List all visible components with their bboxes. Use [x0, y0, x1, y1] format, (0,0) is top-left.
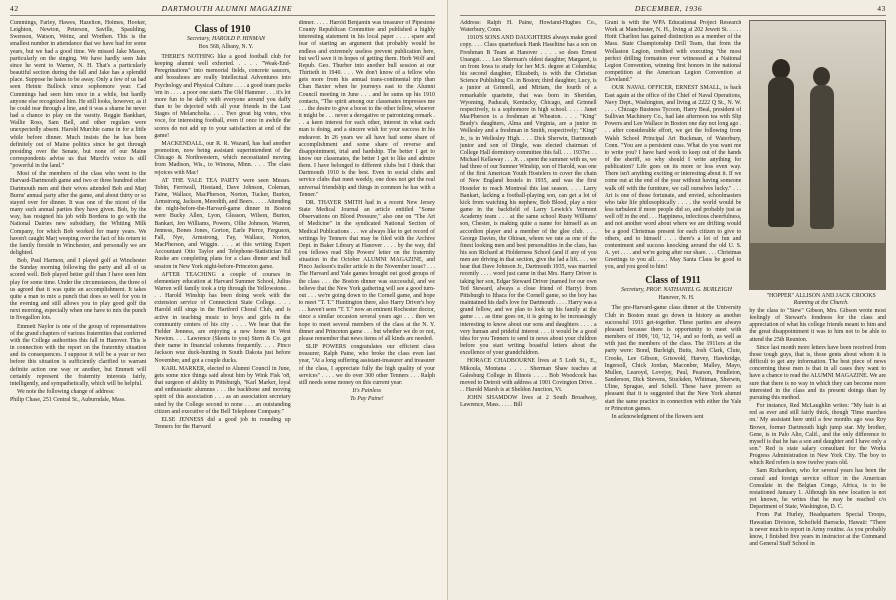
left-col-2	[154, 20, 290, 600]
journal-title-left: DARTMOUTH ALUMNI MAGAZINE	[161, 4, 293, 13]
paragraph: Sam Richardson, who for several years has been the consul and foreign service officer in the American Consulate in the Belgian Congo, Africa, is to be restationed January 1. Although his new location is not yet known, he writes that he may be reached c/o Department of State, Washington, D. C.	[749, 468, 887, 511]
paragraph: Cummings, Farley, Hawes, Hazelton, Holmes, Hooker, Leighton, Newton, Peterson, Saville, Spaulding, Swenson, Watson, Weinz, and Worthen. This is the smallest number in attendance that we have had for some years, but we had a good time. We missed Jake Mason, particularly on the singing. We have hardly seen Jake since he went to Warner, N. H. That's a particularly beautiful section during the fall and Jake has a splendid place. Suppose he hates to be away. Only a few of us had seen Heinie Bullock since sophomore year. Cad Cummings had seen him once in a while, but hardly anyone else recognized him. He still looks, however, as if he could tear through a line, and it was a shame he never had a chance to play on the varsity. Reggie Bankhart, Wallie Ross, Sam Bell, and other regulars were unexpectedly absent. Harold Murchie came in for a little while before dinner. Much insists the he has been definitely out of Maine politics since he got through presiding over the Senate, but none of our Maine correspondents advise us that Murch's voice is still "powerful in the land."	[10, 20, 147, 170]
secretary-address-1910: Box 568, Albany, N. Y.	[198, 44, 254, 50]
page-number-right: 43	[877, 4, 886, 13]
left-col-3	[299, 20, 435, 600]
paragraph: Most of the members of the class who went to the Harvard-Dartmouth game and two or three hundred other Dartmouth men and their wives attended Bob and Marj Burns' annual party after the game, and about thirty or so stayed over for dinner. It was one of the nicest of the many such annual parties they have given. Bob, by the way, has resigned his job with Bordens to go with the National Dairies new subsidiary, the Whiting Milk Company, for which Bob worked for many years. We haven't caught Marj weeping over the fact of his return to the family fireside in Winchester, and personally we are delighted.	[10, 171, 147, 256]
paragraph: Grant is with the WPA Educational Project Research Work at Manchester, N. H., living at 202 Jewett St. . . . . Hoitt Charlton has gained distinction as a member of the Mass. State Championship Drill Team, that from the Wollaston Legion, credited with executing "the most perfect drilling formation ever witnessed at a National Legion Convention, winning first honors in the national competition at the American Legion Convention at Cleveland."	[604, 20, 742, 84]
paragraph: AFTER TEACHING a couple of courses in elementary education at Harvard Summer School, Julius Warren will family took a trip through the Yellowstone. . . . Harold Winship has been doing work with the extension service of Connecticut State College. . . . Harold still sings in the Hartford Choral Club, and is active in teaching music to boys and girls in the community centers of his city . . . . We hear that the Fielder Jenness, are enjoying a new home in West Newton. . . . Lawrence (Skeets to you) Stern & Co. got their name in financial columns frequently. . . . Pinco Jackson wuz duck-hunting in South Dakota just before November, and got a couple ducks.	[154, 271, 291, 364]
secretary-address-1911: Hanover, N. H.	[658, 295, 695, 302]
paragraph: Since last month more letters have been received from those tough guys, that is, those gents about whom it is difficult to get any information. The best piece of news concerning these men is that in all cases they want to have a chance to read the ALUMNI MAGAZINE. We are sure that there is no way in which they can become more interested in the class and its present doings than by pursuing this method.	[749, 344, 887, 401]
closing-line: To Pay Paine!	[350, 396, 384, 403]
page-number-left: 42	[10, 4, 19, 13]
paragraph: DR. THAYER SMITH had in a recent New Jersey State Medical Journal an article entitled "Some Observations on Blood Pressure," also one on "The Art of Medicine" in the syndicated National Section of Medical Publications . . . we always like to get record of writings by Tenners that may be filed with the Archive Dept. in Baker Library at Hanover . . . . by the way, did you fellows read Slip Powers' letter on the fraternity situation in the October ALUMNI MAGAZINE, and Pinco Jackson's trailer article in the November issue? . . . The Harvard and Yale games brought out good groups of the class . . . the Boston dinner was successful, and we believe that the New York gathering will see a good turn-out . . . we're going down to the Cornell game, and hope to meet "T. T." Huntington there, also Harry Driver's boy . . . haven't seen "T. T." now an eminent Rochester doctor, since a similar occasion several years ago . . . then we hope to meet several members of the class at the N. Y. dinner and Princeton game . . . but whether we do or not, please remember that news items of all kinds are needed.	[298, 199, 435, 342]
paragraph: SLIP POWERS congratulates our efficient class treasurer, Ralph Paine, who broke the class even last year, "At a long suffering assistant-treasurer and treasurer of the class, I appreciate fully the high quality of your services" . . . . we do over 300 other Tenners . . . Ralph still needs some money on this current year:	[298, 344, 435, 386]
paragraph: 1910'S SONS AND DAUGHTERS always make good copy. . . . Class quarterback Hank Haseltine has a son on Freshman B Team at Hanover . . . . so does Ernest Unangst. . . . Leo Sherman's oldest daughter, Margaret, is on from Iowa to study for her M.S. degree at Columbia; his second daughter, Elizabeth, is with the Christian Science Publishing Co. in Boston; third daughter, Lucy, is a junior at Grinnell, and Miriam, the fourth of a remarkable quartette, that was born in Sheridan, Wyoming, Paducah, Kentucky, Chicago, and Grinnell respectively, is a sophomore in high school. . . . . Janet MacPherson is a freshman at Wheaton. . . . "King" Brady's daughters, Alma and Virginia, are a junior in Wellesley and a freshman in Smith, respectively; "King" Jr., is in Wellesley High. . . . Dick Sherwin, Dartmouth junior and son of Dingle, was elected chairman of College Hall dormitory committee this fall. . . . 1937er. . . Michael Kellaway . . . Jr. . . spent the summer with us, we had three of our Sumner Winship, son of Harold, was one of the first American Youth Hostelers to cover the chain of New England hostels in 1935, and was the first Hosteler to reach Montreal this last season. . . . Larry Bankart, lacking a football-playing son, can get a lot of kick from watching his nephew, Bob Blood, play a nice game in the backfield of Larry Lewick's Vermont Academy team . . . at the same school Rusty Williams' son, Chester, is making quite a name for himself as an accordion player and a member of the glee club. . . . George Davies, the Ohioan, whom we rate as one of the finest looking men and best personalities in the class, has his son Richard at Holderness School (and if any of you men are driving in that section, give the lad a lift. . . . we hear that Dave Johnson Jr., Dartmouth 1935, was married recently . . . . word just came in that Mrs. Harry Driver is taking her son, Edgar Steward Driver (named for our own Ted Steward, always a close friend of Harry) from Pittsburgh to Ithaca for the Cornell game, so the boy has maintained his dad's love for Dartmouth . . . . Harry was a grand fellow, and we plan to look up his family at the game . . . as time goes on, it is going to be increasingly interesting to know about our sons and daughters . . . . a very human and prideful interest . . . it would be a good idea for you Tenners to send in news about your children before you start writing boastful letters about the excellence of your grandchildren.	[460, 35, 597, 357]
paragraph: The pre-Harvard-game class dinner at the University Club in Boston must go down in history as another successful 1911 get-together. These parties are always pleasant because there is opportunity to meet with members of 1909, '10, '12, '14, and so forth, as well as with just the members of the class. The 1911ers at the party were: Bond, Burleigh, Butts, Josh Clark, Clute, Crooks, Lee Gibson, Griswold, Harvey, Hawkridge, Ingersoll, Chick Jordan, Maconber, Malley, Mayo, Mullen, Learoyd, Lovejoy, Paul, Pearson, Pendleton, Sanderson, Dick Stevens, Stuckden, Whitman, Sherwin, Uline, Sprague, and Schell. These have proven so pleasant that it is suggested that the New York alumni start the same practice in connection with either the Yale or Princeton games.	[604, 305, 742, 412]
paragraph: ELSE JENNESS did a good job in rounding up Tenners for the Harvard	[154, 416, 291, 430]
paragraph: Bob, Paul Harmon, and I played golf at Winchester the Sunday morning following the party and all of us scored well. Bob played better golf than I have seen him play for some time. Under the circumstances, the three of us agreed that it was quite an accomplishment. It takes quite a man to mix a punch that does so well for you in the evening and still allows you to play good golf the next morning, especially when one have to mix the punch in fivegallon lots.	[10, 258, 147, 322]
running-head-left	[10, 4, 435, 16]
class-secretary-1910: Secretary, HAROLD P. HINMAN	[186, 36, 266, 42]
issue-date: DECEMBER, 1936	[634, 4, 703, 13]
photo-ground	[750, 243, 885, 289]
runner-figure	[768, 77, 794, 227]
right-col-3	[749, 20, 886, 600]
right-columns	[460, 20, 886, 600]
right-col-1	[460, 20, 597, 600]
paragraph: Address: Ralph H. Paine, Howland-Hughes Co., Waterbury, Conn.	[460, 20, 597, 34]
paragraph: JOHN SHAMDOW lives at 2 South Broadway, Lawrence, Mass. . . . . Bill	[460, 395, 597, 409]
paragraph: In acknowledgment of the flowers sent	[611, 413, 704, 420]
paragraph: We note the following change of address:	[17, 388, 115, 395]
class-secretary-1911: Secretary, PROF. NATHANIEL G. BURLEIGH	[621, 287, 732, 294]
paragraph: HORACE CHADBOURNE lives at 5 Loth St., E., Mikoula, Montana . . . . Sherman Shaw teaches at Galesburg College in Illinois . . . . Bob Woodcock has moved to Detroit with address at 1901 Covington Drive. . . . Harold Marsh is at Sheldon Junction, Vt.	[460, 358, 597, 393]
right-page	[448, 0, 896, 600]
paragraph: OUR NAVAL OFFICER, ERNEST SMALL, is back East again at the office of the Chief of Naval Operations, Navy Dept., Washington, and living at 2222 Q St., N. W. . . . . Chicago Business Tycoon, Harry Beal, president of Sullivan Machinery Co., had late afternoon tea with Slip Powers and Lee Wallace in Boston one day not long ago . . . after considerable effort, we get the following from Walsh School Principal Art Buckman, of Waterbury, Conn. "You are a persistent cuss. What do you want me to write you? I have hard work to keep out of the hands of the sheriff, so why should I write anything for publication? Life goes on its more or less even way. There isn't anything exciting or interesting about it. If we come out at the end of the year without having someone walk off with the furniture, we call ourselves lucky." . . . Art is one of those fortunate, and envied, schoolmasters who take life philosophically . . . . the world would be less turbulent if more people did so, and probably just as well off in the end . . . Happiness, infectious cheerfulness, and not another word about where we are drifting would be a good Christmas present for each citizen to give to others, and to himself . . . there's a lot of fun and contentment and success knocking around the old U. S. A. yet . . . . and we're going after our share. . . . Christmas Greetings to you all. . . . May Santa Claus be good to you, and you good to him!	[604, 85, 742, 271]
paragraph: KARL MARKER, elected to Alumni Council in June, gets some nice things said about him by Wink Fisk 'o8, that surgeon of ability in Pittsburgh, "Karl Marker, loyal and enthusiastic alumnus . . . the backbone and moving spirit of this association . . . as an association secretary rated by the College second to none . . . an outstanding citizen and executive of the Bell Telephone Company."	[154, 365, 291, 415]
runner-figure	[813, 67, 830, 86]
photo-caption-line-1: "HOPPER" ALLISON AND JACK CROOKS	[766, 293, 876, 299]
paragraph: AT THE YALE TEA PARTY were seen Messrs. Tobin, Ferriwall, Hiestand, Dave Johnson, Coleman, Faine, Wallace, MacPherson, Norton, Tucker, Burton, Armstrong, Jackson, Meredith, and Beers. . . . . Attending the night-before-the-Harvard-game dinner in Boston were Bucky Allen, Lyon, Gleason, Wilson, Burton, Bankart, Jen Williams, Powers, Ollie Johnson, Warren, Jenness, Bones Jones, Gorton, Earle Pierce, Ferguson, Fall, Nye, Armstrong, Fay, Wallace, Norton, MacPherson, and Wiggin. . . . at this writing Expert Accountant Otto Taylor and Telephone-Statistician Ed Rushe are completing plans for a class dinner and bull session in New York night-before-Princeton game.	[154, 177, 291, 270]
address-change: Philip Chase, 251 Central St., Auburndale, Mass.	[10, 397, 126, 404]
runner-figure	[810, 85, 834, 229]
photo-caption	[749, 293, 886, 307]
photo-caption-line-2: Running at the Church.	[793, 300, 849, 306]
left-columns	[10, 20, 435, 600]
paragraph: MACKENDALL, our R. R. Wazard, has had another promotion, now being assistant superintendent of the Chicago & Northwestern, which necessitated moving from Madison, Wis., to Winona, Minn. . . . The class rejoices with Mac!	[154, 140, 291, 176]
paragraph: For instance, Red McLaughlin writes: "My hair is at red as ever and still fairly thick, though 'Time marches on.' My assistant here until a few months ago was Roy Brown, former Dartmouth high jump star. My brother, Gene, is in Palo Alto, Calif., and the only difference to myself is that he has a son and daughter and I have only a son." Red is state salary consultant for the Works Progress Administration in New York City. The boy to which Red refers is now twelve years old.	[749, 403, 887, 467]
section-title-1910: Class of 1910	[194, 24, 251, 35]
paragraph: dinner. . . . . Harold Benjamin was treasurer of Pipestone County Republican Committee and published a highly interesting statement in his local paper . . . . spare and fear of starting an argument that probably would be endless and extremely useless prevent publication here, but we'll save it in hopes of getting them. Herb Wolf and Repub. Geo. Thurber into another bull session at our Thirtieth in 1940. . . . We don't know of a fellow who gets more from his annual trans-continental trip than Chan Baxter when he journeys east to the Alumni Council meeting in June . . . and he sums up his 1910 contacts, "The spirit among our classmates impresses me . . . the desire to give a boost to the other fellow, whoever it might be . . . never a derogative or patronizing remark . . . a keen interest for each other, interest in what each man is doing, and a sincere wish for your success in his endeavor. In 26 years we all have had some share of accomplishment and some share of reverse and disappointment, trial and hardship. The better I get to know our classmates, the better I get to like and admire them. I have belonged to different clubs but I think that Dartmouth 1910 is the best. Even in social clubs and service clubs that meet weekly, one does not get the real universal friendship and things in common he has with a Tenner."	[298, 20, 435, 198]
running-head-right	[460, 4, 886, 16]
closing-line: It's Painless	[352, 387, 382, 394]
paragraph: THERE'S NOTHING like a good football club for keeping alumni well exhorted. . . . . "Weak-End-Peregrinations" into memorial fields, concrete saucers, and bossshoes are really Intellectual Adventures into Psychology and Physical Culture . . . . a good team packs 'em in . . . . a poor one starts The Old Hammer . . . it's lot more fun to be daffy with everyone around you daffy than to be dejected with all your friends in the Last Stages of Melancholia. . . . Two great big votes, viva voce, for interesting football, even if once in awhile the scores do not add up to your satisfaction at end of the game!	[154, 54, 291, 139]
section-title-1911: Class of 1911	[645, 275, 701, 287]
paragraph: Emmett Naylor is one of the group of representatives of the grand chapters of various fraternities that conferred with the College authorities this fall in Hanover. This is in connection with the report on the fraternity situation and its consequences. I suppose it will be a year or two before this situation is sufficiently clarified to warrant definite action one way or another, but Emmett will certainly represent the fraternity interests fairly, intelligently, and sympathetically, which will be helpful.	[10, 323, 147, 387]
paragraph: From Pat Hurley, Headquarters Special Troops, Hawaiian Division, Schofield Barracks, Hawaii: "There is never much to report in Army routine. As you probably know, I finished five years in instructor at the Command and General Staff School in	[749, 512, 887, 547]
paragraph: by the class to "Stew" Gibson, Mrs. Gibson wrote most feelingly of Stewart's fondness for the class and appreciation of what his college friends meant to him and the great disappointment it was to him not to be able to attend the 25th Reunion.	[749, 308, 887, 343]
photo-runners	[749, 20, 886, 290]
left-col-1	[10, 20, 146, 600]
right-col-2	[605, 20, 742, 600]
runner-figure	[772, 59, 790, 79]
